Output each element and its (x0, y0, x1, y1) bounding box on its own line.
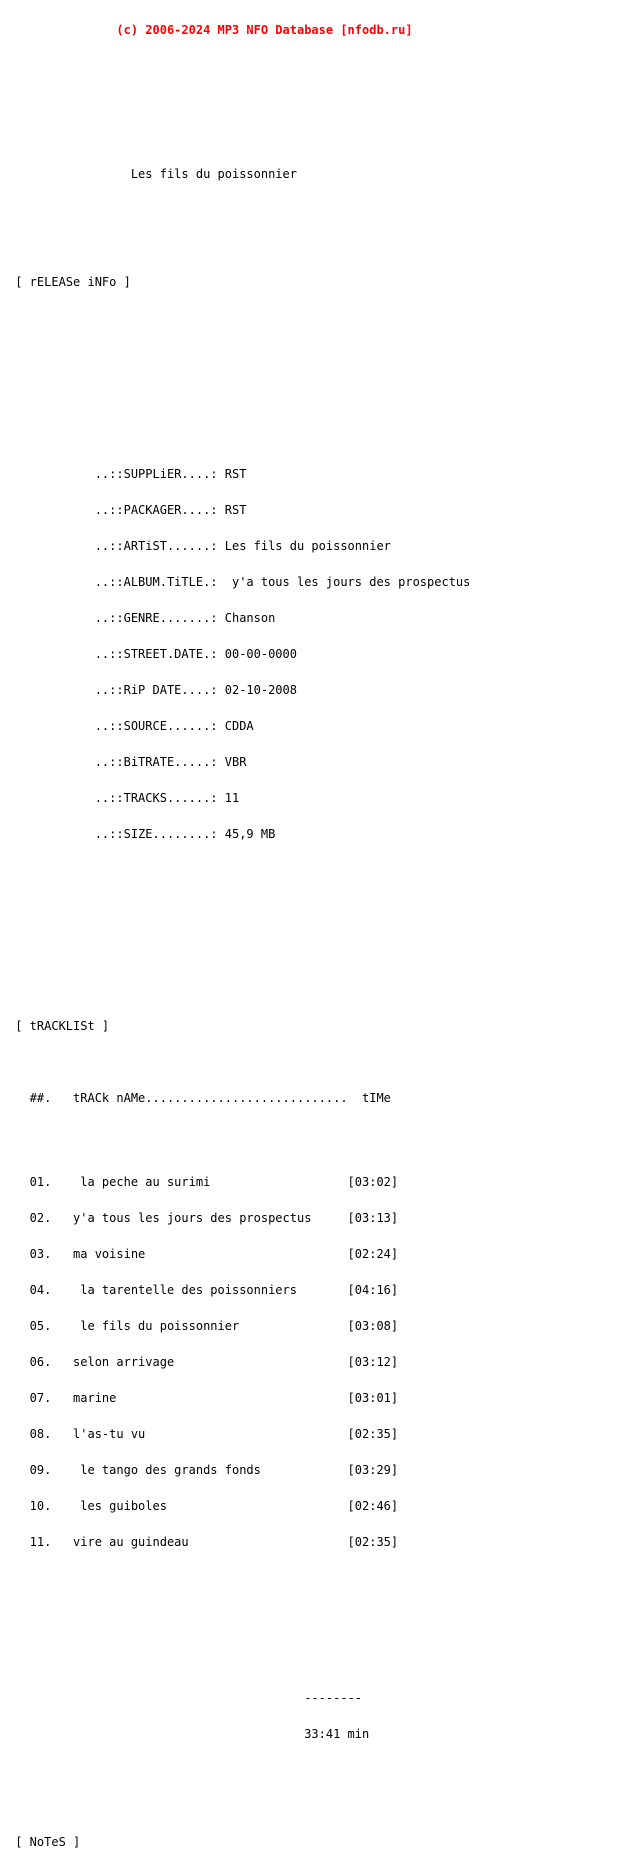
release-info-supplier: ..::SUPPLiER....: RST (8, 467, 247, 481)
blank-line (8, 912, 624, 924)
blank-line (8, 348, 624, 360)
track-row: 02. y'a tous les jours des prospectus [03:13] (8, 1211, 399, 1225)
release-info-source: ..::SOURCE......: CDDA (8, 719, 254, 733)
blank-line (8, 132, 624, 144)
blank-line (8, 60, 624, 72)
release-title: Les fils du poissonnier (8, 167, 297, 181)
track-row: 09. le tango des grands fonds [03:29] (8, 1463, 399, 1477)
total-rule: -------- (8, 1691, 363, 1705)
release-info-street-date: ..::STREET.DATE.: 00-00-0000 (8, 647, 297, 661)
track-row: 04. la tarentelle des poissonniers [04:16] (8, 1283, 399, 1297)
blank-line (8, 948, 624, 960)
track-row: 10. les guiboles [02:46] (8, 1499, 399, 1513)
database-credit: (c) 2006-2024 MP3 NFO Database [nfodb.ru] (8, 23, 413, 37)
track-row: 01. la peche au surimi [03:02] (8, 1175, 399, 1189)
blank-line (8, 1764, 624, 1776)
release-info-header: [ rELEASe iNFo ] (8, 275, 131, 289)
blank-line (8, 1056, 624, 1068)
release-info-artist: ..::ARTiST......: Les fils du poissonnier (8, 539, 391, 553)
blank-line (8, 1620, 624, 1632)
release-info-size: ..::SIZE........: 45,9 MB (8, 827, 276, 841)
blank-line (8, 312, 624, 324)
blank-line (8, 1584, 624, 1596)
tracklist-header: [ tRACKLISt ] (8, 1019, 110, 1033)
blank-line (8, 1656, 624, 1668)
blank-line (8, 96, 624, 108)
blank-line (8, 984, 624, 996)
blank-line (8, 1800, 624, 1812)
track-row: 03. ma voisine [02:24] (8, 1247, 399, 1261)
release-info-bitrate: ..::BiTRATE.....: VBR (8, 755, 247, 769)
blank-line (8, 240, 624, 252)
blank-line (8, 1128, 624, 1140)
track-row: 05. le fils du poissonnier [03:08] (8, 1319, 399, 1333)
release-info-genre: ..::GENRE.......: Chanson (8, 611, 276, 625)
track-row: 07. marine [03:01] (8, 1391, 399, 1405)
release-info-tracks: ..::TRACKS......: 11 (8, 791, 240, 805)
total-time: 33:41 min (8, 1727, 370, 1741)
track-row: 06. selon arrivage [03:12] (8, 1355, 399, 1369)
release-info-rip-date: ..::RiP DATE....: 02-10-2008 (8, 683, 297, 697)
release-info-album-title: ..::ALBUM.TiTLE.: y'a tous les jours des prospectus (8, 575, 471, 589)
blank-line (8, 204, 624, 216)
nfo-text (8, 0, 624, 1860)
track-row: 08. l'as-tu vu [02:35] (8, 1427, 399, 1441)
blank-line (8, 420, 624, 432)
release-info-packager: ..::PACKAGER....: RST (8, 503, 247, 517)
notes-header: [ NoTeS ] (8, 1835, 81, 1849)
tracklist-column-headers: ##. tRACk nAMe............................ tIMe (8, 1091, 391, 1105)
track-row: 11. vire au guindeau [02:35] (8, 1535, 399, 1549)
blank-line (8, 876, 624, 888)
blank-line (8, 384, 624, 396)
